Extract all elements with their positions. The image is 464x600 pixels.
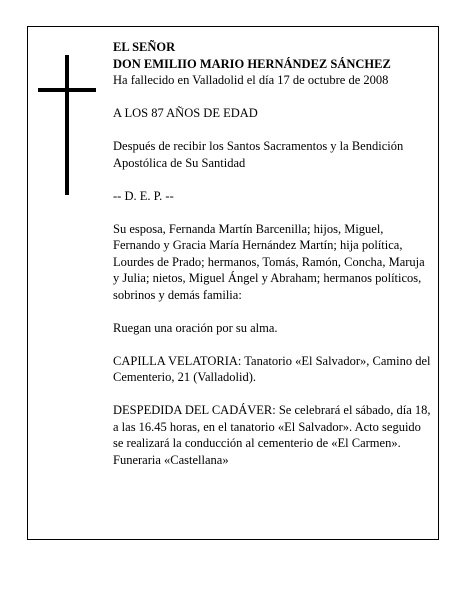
sacraments-paragraph: Después de recibir los Santos Sacramentos y la Bendición Apostólica de Su Santidad (113, 139, 404, 170)
farewell-paragraph: DESPEDIDA DEL CADÁVER: Se celebrará el sábado, día 18, a las 16.45 horas, en el tanatorio «El Salvador». Acto seguido se realizará la conducción al cementerio de «El Carmen». (113, 403, 431, 450)
deceased-name: DON EMILIIO MARIO HERNÁNDEZ SÁNCHEZ (113, 56, 391, 71)
prayer-line: Ruegan una oración por su alma. (113, 320, 278, 335)
obituary-text (113, 39, 433, 468)
title-line-1: EL SEÑOR (113, 40, 176, 54)
funeral-home-line: Funeraria «Castellana» (113, 452, 229, 467)
death-date-line: Ha fallecido en Valladolid el día 17 de octubre de 2008 (113, 73, 389, 87)
dep-line: -- D. E. P. -- (113, 188, 174, 203)
age-line: A LOS 87 AÑOS DE EDAD (113, 106, 258, 120)
chapel-paragraph: CAPILLA VELATORIA: Tanatorio «El Salvador», Camino del Cementerio, 21 (Valladolid). (113, 353, 431, 384)
cross-icon (65, 55, 69, 195)
family-paragraph: Su esposa, Fernanda Martín Barcenilla; hijos, Miguel, Fernando y Gracia María Hernández Martín; hija política, Lourdes de Prado; hermanos, Tomás, Ramón, Concha, Maruja y Julia; nietos, Miguel Ángel y Abraham; hermanos políticos, sobrinos y demás familia: (113, 221, 425, 302)
cross-icon-bar (38, 88, 96, 92)
